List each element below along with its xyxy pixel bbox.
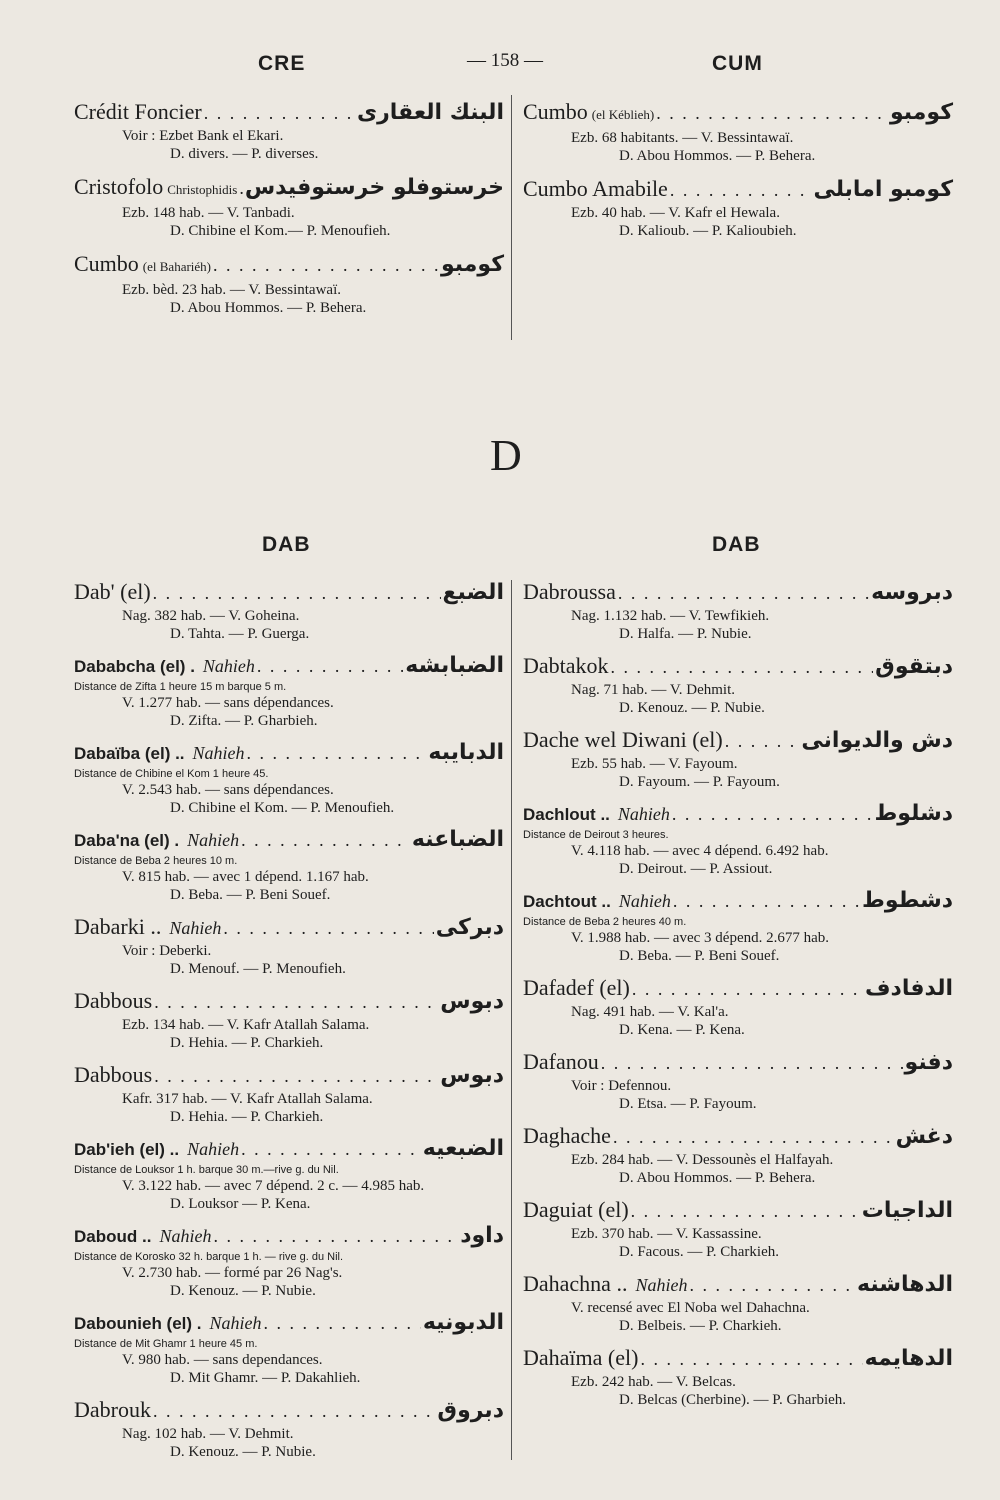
entry-detail-line: Ezb. 242 hab. — V. Belcas. (571, 1374, 736, 1390)
entry-name: Dabrouk (74, 1397, 151, 1422)
entry-arabic-name: داود (460, 1223, 504, 1248)
entry-detail-line: Nag. 102 hab. — V. Dehmit. (122, 1426, 294, 1442)
entry-detail-line: D. Beba. — P. Beni Souef. (619, 948, 780, 964)
entry-detail-line: Kafr. 317 hab. — V. Kafr Atallah Salama. (122, 1091, 373, 1107)
entry-kind: Nahieh (192, 743, 245, 763)
entry-headline (74, 652, 504, 681)
entry-headline (523, 175, 953, 204)
entry-headline (74, 987, 504, 1016)
entry-detail-line: D. Chibine el Kom.— P. Menoufieh. (170, 223, 391, 239)
entry-distance-note: Distance de Louksor 1 h. barque 30 m.—rive g. du Nil. (74, 1164, 339, 1176)
entry-name: Daba'na (el) . (74, 831, 180, 850)
entry-arabic-name: دغش (895, 1124, 953, 1149)
entry-arabic-name: كومبو (890, 100, 953, 125)
entry-name: Dahaïma (el) (523, 1345, 639, 1370)
leader-dots (670, 176, 812, 204)
entry-detail-line: D. Halfa. — P. Nubie. (619, 626, 752, 642)
entry-detail-line: D. Beba. — P. Beni Souef. (170, 887, 331, 903)
entry-headline (74, 173, 504, 204)
entry-detail-line: V. 2.730 hab. — formé par 26 Nag's. (122, 1265, 343, 1281)
entry-headline (523, 1048, 953, 1077)
entry-detail-line: Ezb. 134 hab. — V. Kafr Atallah Salama. (122, 1017, 370, 1033)
entry-arabic-name: دش والديوانى (801, 728, 953, 753)
entry-name: Dabtakok (523, 653, 609, 678)
column-separator-top (511, 95, 512, 340)
page-number: — 158 — (467, 50, 543, 71)
entry-name: Cumbo Amabile (523, 176, 668, 201)
entry-qualifier: Christophidis (167, 182, 238, 197)
entry-detail-line: V. 2.543 hab. — sans dépendances. (122, 782, 334, 798)
gazetteer-entry (74, 1061, 504, 1126)
entry-kind: Nahieh (202, 656, 255, 676)
entry-distance-note: Distance de Beba 2 heures 10 m. (74, 855, 238, 867)
gazetteer-entry (523, 652, 953, 717)
entry-kind: Nahieh (618, 891, 671, 911)
entry-headline (523, 652, 953, 681)
gazetteer-entry (523, 726, 953, 791)
entry-arabic-name: خرستوفلو خرستوفيدس (244, 175, 504, 200)
leader-dots (673, 887, 860, 915)
gazetteer-entry (74, 1135, 504, 1213)
gazetteer-entry (523, 578, 953, 643)
entry-arabic-name: الدهاشنه (857, 1272, 953, 1297)
entry-detail-line: D. divers. — P. diverses. (170, 146, 319, 162)
leader-dots (618, 579, 869, 607)
leader-dots (257, 652, 403, 680)
entry-name: Dafadef (el) (523, 975, 630, 1000)
entry-arabic-name: دبوس (440, 1063, 504, 1088)
entry-detail-line: D. Kena. — P. Kena. (619, 1022, 745, 1038)
leader-dots (247, 739, 427, 767)
entry-detail-line: Nag. 1.132 hab. — V. Tewfikieh. (571, 608, 770, 624)
entry-kind: Nahieh (209, 1313, 262, 1333)
entry-distance-note: Distance de Zifta 1 heure 15 m barque 5 m. (74, 681, 287, 693)
entry-headline (523, 578, 953, 607)
entry-arabic-name: الضبعيه (422, 1136, 504, 1161)
entry-arabic-name: دبتقوق (875, 654, 953, 679)
entry-headline (74, 250, 504, 281)
section-header-right: DAB (712, 533, 761, 556)
entry-arabic-name: كومبو امابلى (813, 177, 953, 202)
entry-headline (523, 887, 953, 916)
gazetteer-entry (523, 98, 953, 165)
entry-name: Cumbo (523, 99, 588, 124)
leader-dots (631, 1197, 860, 1225)
entry-headline (523, 726, 953, 755)
entry-distance-note: Distance de Mit Ghamr 1 heure 45 m. (74, 1338, 258, 1350)
entry-detail-line: D. Deirout. — P. Assiout. (619, 861, 773, 877)
leader-dots (611, 653, 874, 681)
entry-kind: Nahieh (187, 1139, 240, 1159)
gazetteer-entry (74, 250, 504, 317)
leader-dots (689, 1271, 855, 1299)
entry-name: Cristofolo (74, 174, 164, 199)
entry-name: Dababcha (el) . (74, 657, 195, 676)
entry-detail-line: V. 815 hab. — avec 1 dépend. 1.167 hab. (122, 869, 369, 885)
entry-headline (523, 98, 953, 129)
entry-name: Daboud .. (74, 1227, 152, 1246)
entry-name: Dache wel Diwani (el) (523, 727, 723, 752)
leader-dots (656, 99, 888, 127)
gazetteer-entry (74, 98, 504, 163)
leader-dots (613, 1123, 894, 1151)
entry-detail-line: D. Fayoum. — P. Fayoum. (619, 774, 780, 790)
entry-detail-line: D. Kalioub. — P. Kalioubieh. (619, 223, 797, 239)
entry-arabic-name: دبروسه (871, 580, 953, 605)
entry-kind: Nahieh (169, 918, 222, 938)
running-header-left: CRE (258, 52, 306, 75)
entry-qualifier: (el Kéblieh) (591, 107, 655, 122)
entry-arabic-name: دبركى (435, 915, 504, 940)
entry-detail-line: D. Kenouz. — P. Nubie. (170, 1283, 316, 1299)
entry-detail-line: V. 4.118 hab. — avec 4 dépend. 6.492 hab. (571, 843, 829, 859)
gazetteer-entry (74, 173, 504, 240)
leader-dots (725, 727, 800, 755)
entry-headline (74, 913, 504, 942)
entry-headline (74, 1135, 504, 1164)
entry-name: Dafanou (523, 1049, 599, 1074)
entry-name: Cumbo (74, 251, 139, 276)
leader-dots (672, 800, 873, 828)
entry-detail-line: D. Kenouz. — P. Nubie. (170, 1444, 316, 1460)
entry-headline (523, 1270, 953, 1299)
leader-dots (601, 1049, 903, 1077)
gazetteer-entry (74, 652, 504, 730)
entry-detail-line: D. Mit Ghamr. — P. Dakahlieh. (170, 1370, 361, 1386)
entry-name: Dabaïba (el) .. (74, 744, 185, 763)
entry-arabic-name: دبروق (437, 1398, 504, 1423)
leader-dots (241, 1135, 421, 1163)
entry-detail-line: Voir : Ezbet Bank el Ekari. (122, 128, 284, 144)
leader-dots (154, 1062, 438, 1090)
entry-headline (523, 800, 953, 829)
entry-detail-line: V. 980 hab. — sans dependances. (122, 1352, 323, 1368)
entry-arabic-name: الدبونيه (422, 1310, 504, 1335)
gazetteer-entry (523, 1196, 953, 1261)
entry-detail-line: D. Abou Hommos. — P. Behera. (170, 300, 367, 316)
entry-detail-line: Ezb. 68 habitants. — V. Bessintawaï. (571, 130, 794, 146)
entry-detail-line: D. Abou Hommos. — P. Behera. (619, 1170, 816, 1186)
top-left-column (74, 98, 504, 327)
entry-headline (74, 98, 504, 127)
section-header-left: DAB (262, 533, 311, 556)
top-right-column (523, 98, 953, 250)
entry-detail-line: V. 1.277 hab. — sans dépendances. (122, 695, 334, 711)
leader-dots (154, 988, 438, 1016)
entry-detail-line: D. Menouf. — P. Menoufieh. (170, 961, 346, 977)
entry-headline (74, 1396, 504, 1425)
entry-detail-line: D. Louksor — P. Kena. (170, 1196, 311, 1212)
entry-name: Daguiat (el) (523, 1197, 629, 1222)
entry-arabic-name: دبوس (440, 989, 504, 1014)
entry-headline (523, 1196, 953, 1225)
leader-dots (640, 1345, 862, 1373)
entry-arabic-name: دفنو (904, 1050, 953, 1075)
entry-arabic-name: الدفادف (864, 976, 953, 1001)
entry-name: Dab'ieh (el) .. (74, 1140, 180, 1159)
entry-detail-line: Ezb. 55 hab. — V. Fayoum. (571, 756, 738, 772)
main-left-column (74, 578, 504, 1470)
gazetteer-entry (523, 887, 953, 965)
entry-arabic-name: الدهايمه (864, 1346, 953, 1371)
running-header-right: CUM (712, 52, 763, 75)
gazetteer-entry (523, 1270, 953, 1335)
entry-name: Dabroussa (523, 579, 616, 604)
entry-detail-line: D. Facous. — P. Charkieh. (619, 1244, 779, 1260)
entry-kind: Nahieh (187, 830, 240, 850)
entry-detail-line: D. Hehia. — P. Charkieh. (170, 1109, 324, 1125)
gazetteer-entry (523, 1122, 953, 1187)
entry-detail-line: Ezb. 148 hab. — V. Tanbadi. (122, 205, 295, 221)
entry-headline (74, 1061, 504, 1090)
entry-kind: Nahieh (617, 804, 670, 824)
entry-detail-line: D. Zifta. — P. Gharbieh. (170, 713, 318, 729)
gazetteer-entry (523, 1048, 953, 1113)
entry-detail-line: V. 3.122 hab. — avec 7 dépend. 2 c. — 4.985 hab. (122, 1178, 425, 1194)
entry-name: Crédit Foncier (74, 99, 202, 124)
entry-detail-line: Ezb. 370 hab. — V. Kassassine. (571, 1226, 762, 1242)
entry-name: Dab' (el) (74, 579, 151, 604)
entry-detail-line: D. Belbeis. — P. Charkieh. (619, 1318, 782, 1334)
gazetteer-entry (74, 913, 504, 978)
entry-name: Dabbous (74, 988, 153, 1013)
entry-headline (523, 1122, 953, 1151)
entry-detail-line: V. recensé avec El Noba wel Dahachna. (571, 1300, 810, 1316)
entry-detail-line: Nag. 71 hab. — V. Dehmit. (571, 682, 736, 698)
entry-name: Dachlout .. (523, 805, 610, 824)
entry-distance-note: Distance de Chibine el Kom 1 heure 45. (74, 768, 269, 780)
leader-dots (264, 1309, 421, 1337)
entry-detail-line: Ezb. bèd. 23 hab. — V. Bessintawaï. (122, 282, 342, 298)
leader-dots (223, 914, 433, 942)
gazetteer-entry (74, 739, 504, 817)
entry-kind: Nahieh (635, 1275, 688, 1295)
entry-detail-line: V. 1.988 hab. — avec 3 dépend. 2.677 hab. (571, 930, 830, 946)
column-separator-main (511, 580, 512, 1460)
leader-dots (204, 99, 355, 127)
entry-detail-line: Ezb. 40 hab. — V. Kafr el Hewala. (571, 205, 780, 221)
leader-dots (153, 579, 441, 607)
entry-detail-line: Ezb. 284 hab. — V. Dessounès el Halfayah. (571, 1152, 834, 1168)
entry-qualifier: (el Bahariéh) (142, 259, 212, 274)
gazetteer-entry (74, 1396, 504, 1461)
entry-headline (74, 826, 504, 855)
main-right-column (523, 578, 953, 1418)
entry-detail-line: D. Etsa. — P. Fayoum. (619, 1096, 757, 1112)
entry-arabic-name: كومبو (441, 252, 504, 277)
entry-name: Dachtout .. (523, 892, 611, 911)
entry-detail-line: D. Tahta. — P. Guerga. (170, 626, 310, 642)
leader-dots (241, 826, 410, 854)
entry-arabic-name: الدبايبه (428, 740, 504, 765)
entry-name: Dabbous (74, 1062, 153, 1087)
entry-headline (523, 974, 953, 1003)
entry-detail-line: D. Kenouz. — P. Nubie. (619, 700, 765, 716)
entry-detail-line: D. Hehia. — P. Charkieh. (170, 1035, 324, 1051)
entry-detail-line: Nag. 491 hab. — V. Kal'a. (571, 1004, 729, 1020)
gazetteer-entry (74, 578, 504, 643)
entry-headline (74, 739, 504, 768)
entry-detail-line: D. Abou Hommos. — P. Behera. (619, 148, 816, 164)
entry-headline (523, 1344, 953, 1373)
gazetteer-entry (74, 1222, 504, 1300)
entry-detail-line: Nag. 382 hab. — V. Goheina. (122, 608, 300, 624)
entry-kind: Nahieh (159, 1226, 212, 1246)
entry-arabic-name: الضبع (442, 580, 504, 605)
entry-arabic-name: الضبابشه (405, 653, 504, 678)
leader-dots (239, 174, 243, 202)
gazetteer-entry (523, 1344, 953, 1409)
gazetteer-entry (74, 826, 504, 904)
entry-name: Dahachna .. (523, 1271, 628, 1296)
entry-headline (74, 578, 504, 607)
entry-detail-line: Voir : Defennou. (571, 1078, 672, 1094)
entry-headline (74, 1309, 504, 1338)
gazetteer-entry (74, 987, 504, 1052)
entry-arabic-name: الضباعنه (411, 827, 504, 852)
leader-dots (213, 1222, 458, 1250)
entry-detail-line: Voir : Deberki. (122, 943, 212, 959)
gazetteer-entry (523, 974, 953, 1039)
entry-arabic-name: الداجيات (861, 1198, 953, 1223)
section-letter: D (490, 431, 522, 480)
entry-headline (74, 1222, 504, 1251)
entry-detail-line: D. Belcas (Cherbine). — P. Gharbieh. (619, 1392, 847, 1408)
entry-name: Dabarki .. (74, 914, 162, 939)
entry-arabic-name: دشلوط (874, 801, 953, 826)
leader-dots (632, 975, 863, 1003)
entry-detail-line: D. Chibine el Kom. — P. Menoufieh. (170, 800, 395, 816)
leader-dots (153, 1397, 435, 1425)
gazetteer-entry (74, 1309, 504, 1387)
entry-name: Dabounieh (el) . (74, 1314, 202, 1333)
entry-distance-note: Distance de Deirout 3 heures. (523, 829, 669, 841)
leader-dots (213, 251, 439, 279)
entry-arabic-name: البنك العقارى (356, 100, 504, 125)
entry-arabic-name: دشطوط (862, 888, 953, 913)
gazetteer-entry (523, 800, 953, 878)
entry-distance-note: Distance de Beba 2 heures 40 m. (523, 916, 687, 928)
gazetteer-entry (523, 175, 953, 240)
entry-name: Daghache (523, 1123, 611, 1148)
entry-distance-note: Distance de Korosko 32 h. barque 1 h. — rive g. du Nil. (74, 1251, 344, 1263)
